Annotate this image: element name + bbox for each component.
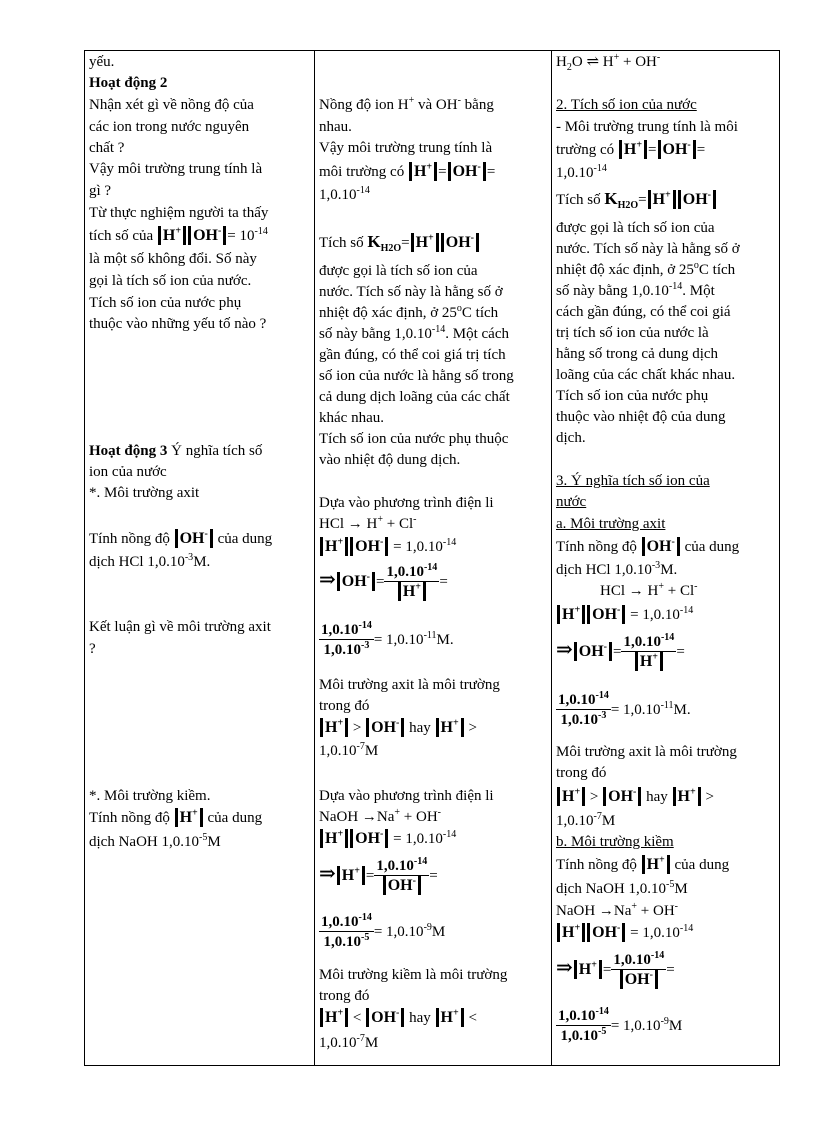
base-heading: *. Môi trường kiềm. (89, 788, 211, 804)
text-line: Nồng độ ion H+ và OH- bằng (319, 95, 494, 113)
student-activity-column (315, 51, 551, 1065)
oh-concentration: OH- (188, 226, 226, 245)
text-line: loãng của các chất khác nhau. (556, 367, 736, 383)
text-line: Vậy môi trường trung tính là (319, 140, 493, 156)
text-line: vào nhiệt độ dung dịch. (319, 452, 461, 468)
text-line: trong đó (556, 765, 607, 781)
text-line: được gọi là tích số ion của (319, 263, 478, 279)
text-line: nhiệt độ xác định, ở 25$^o$C tích (556, 260, 736, 278)
text-line: Từ thực nghiệm người ta thấy (89, 205, 269, 221)
formula-line: Tính nồng độ OH- của dung (556, 536, 740, 555)
formula-line: môi trường có H+ = OH- = (319, 161, 496, 180)
text-line: các ion trong nước nguyên (89, 119, 250, 135)
text-line: số này bằng $1,0.10^{-14}$. Một cách (319, 324, 509, 342)
text-line: $1,0.10^{-7}M$ (556, 811, 616, 829)
formula-line: tích số của H+ $OH^- = 10^{-14}$ (89, 225, 268, 244)
formula-line: H+ $OH^- = 1,0.10^{-14}$ (556, 923, 779, 944)
formula-line: Tính nồng độ H+ của dung (89, 807, 263, 826)
formula-line: $\frac{1,0.10^{-14}}{1,0.10^{-5}}$ = $1,0.10^{-9}M$ (321, 912, 446, 950)
formula-line: $\frac{1,0.10^{-14}}{1,0.10^{-3}}$ = $1,0.10^{-11}M$. (558, 690, 691, 728)
text-line: Môi trường kiềm là môi trường (319, 967, 508, 983)
section-2-heading: 2. Tích số ion của nước (556, 97, 697, 113)
text-line: trong đó (319, 988, 370, 1004)
reaction-line: NaOH →Na+ + OH- (319, 807, 442, 825)
reaction-line: HCl → H+ + Cl- (600, 581, 698, 599)
formula-line: H+ < OH- hay H+ < (319, 1008, 549, 1029)
formula-line: $\frac{1,0.10^{-14}}{1,0.10^{-3}}$ = $1,0.10^{-11}M$. (321, 620, 454, 658)
section-3-heading: 3. Ý nghĩa tích số ion của (556, 473, 710, 489)
text-line: Dựa vào phương trình điện li (319, 495, 494, 511)
lesson-table (84, 50, 780, 1066)
text-line: Nhận xét gì về nồng độ của (89, 97, 254, 113)
text-line: dịch HCl $1,0.10^{-3}M$. (89, 552, 211, 570)
formula-line: ⇒ OH- = $\frac{1,0.10^{-14}}{H^+}$ = (319, 562, 448, 600)
formula-line: $\frac{1,0.10^{-14}}{1,0.10^{-5}}$ = $1,0.10^{-9}M$ (558, 1006, 683, 1044)
formula-line: Tính nồng độ H+ của dung (556, 854, 730, 873)
text-line: nước. Tích số này là hằng số ở (319, 284, 503, 300)
h-concentration: H+ (158, 226, 186, 245)
text-line: thuộc vào những yếu tố nào ? (89, 316, 267, 332)
text-line: cách gần đúng, có thể coi giá (556, 304, 731, 320)
text-line: gọi là tích số ion của nước. (89, 273, 252, 289)
text-line: trong đó (319, 698, 370, 714)
formula-line: H+ $OH^- = 1,0.10^{-14}$ (556, 605, 779, 626)
text-line: trị tích số ion của nước là (556, 325, 709, 341)
text-line: $1,0.10^{-14}$ (319, 185, 370, 203)
text-line: Môi trường axit là môi trường (319, 677, 500, 693)
text-line: nước. Tích số này là hằng số ở (556, 241, 740, 257)
text-line: cả dung dịch loãng của các chất (319, 389, 510, 405)
text-line: nhiệt độ xác định, ở 25$^o$C tích (319, 303, 499, 321)
formula-line: H+ > OH- hay H+ > (319, 718, 549, 739)
text-line: dịch. (556, 430, 586, 446)
text-line: ion của nước (89, 464, 167, 480)
reaction-line: NaOH →Na+ + OH- (556, 901, 679, 919)
formula-line: trường có H+ = OH- = (556, 139, 706, 158)
kw-formula: Tích số $K_{H2O}= H^+$ OH- (556, 188, 779, 211)
acid-heading: *. Môi trường axit (89, 485, 200, 501)
text-line: dịch NaOH $1,0.10^{-5}M$ (556, 879, 688, 897)
text-line: dịch HCl $1,0.10^{-3}M$. (556, 560, 678, 578)
activity-3-title: Hoạt động 3 Ý nghĩa tích số (89, 443, 263, 459)
content-column (552, 51, 781, 1065)
equilibrium-line: $H_2O$ ⇌ H+ + OH- (556, 52, 661, 73)
text-line: thuộc vào nhiệt độ của dung (556, 409, 726, 425)
formula-line: Tính nồng độ OH- của dung (89, 528, 273, 547)
text-line: Môi trường axit là môi trường (556, 744, 737, 760)
text-line: Dựa vào phương trình điện li (319, 788, 494, 804)
text-line: Kết luận gì về môi trường axit (89, 619, 271, 635)
text-line: là một số không đổi. Số này (89, 251, 257, 267)
text-line: Vậy môi trường trung tính là (89, 161, 263, 177)
reaction-line: HCl → H+ + Cl- (319, 514, 417, 532)
formula-line: H+ > OH- hay H+ > (556, 787, 779, 808)
text-line: ? (89, 641, 96, 657)
text-line: Tích số ion của nước phụ thuộc (319, 431, 509, 447)
text-line: số ion của nước là hằng số trong (319, 368, 514, 384)
text-line: dịch NaOH $1,0.10^{-5}M$ (89, 832, 221, 850)
acid-subheading: a. Môi trường axit (556, 516, 666, 532)
text-line: số này bằng $1,0.10^{-14}$. Một (556, 281, 715, 299)
formula-line: H+ $OH^- = 1,0.10^{-14}$ (319, 537, 549, 558)
text-line: chất ? (89, 140, 125, 156)
text-line: Tích số ion của nước phụ (89, 295, 242, 311)
text-line: khác nhau. (319, 410, 384, 426)
text-line: $1,0.10^{-7}M$ (319, 1033, 379, 1051)
activity-2-title: Hoạt động 2 (89, 75, 168, 91)
base-subheading: b. Môi trường kiềm (556, 834, 674, 850)
kw-formula: Tích số $K_{H2O}= H^+$ OH- (319, 231, 549, 254)
text-line: hằng số trong cả dung dịch (556, 346, 719, 362)
text-line: được gọi là tích số ion của (556, 220, 715, 236)
text-line: gần đúng, có thể coi giá trị tích (319, 347, 506, 363)
text-line: nhau. (319, 119, 352, 135)
text-line: Tích số ion của nước phụ (556, 388, 709, 404)
formula-line: ⇒ H+ = $\frac{1,0.10^{-14}}{OH^-}$ = (319, 856, 438, 894)
text-line: $1,0.10^{-14}$ (556, 163, 607, 181)
teacher-activity-column (85, 51, 314, 1065)
text-line: yếu. (89, 54, 115, 70)
text-line: - Môi trường trung tính là môi (556, 119, 738, 135)
formula-line: H+ $OH^- = 1,0.10^{-14}$ (319, 829, 549, 850)
formula-line: ⇒ H+ = $\frac{1,0.10^{-14}}{OH^-}$ = (556, 950, 675, 988)
text-line: $1,0.10^{-7}M$ (319, 741, 379, 759)
text-line: gì ? (89, 183, 112, 199)
formula-line: ⇒ OH- = $\frac{1,0.10^{-14}}{H^+}$ = (556, 632, 685, 670)
section-3-heading-cont: nước (556, 494, 587, 510)
